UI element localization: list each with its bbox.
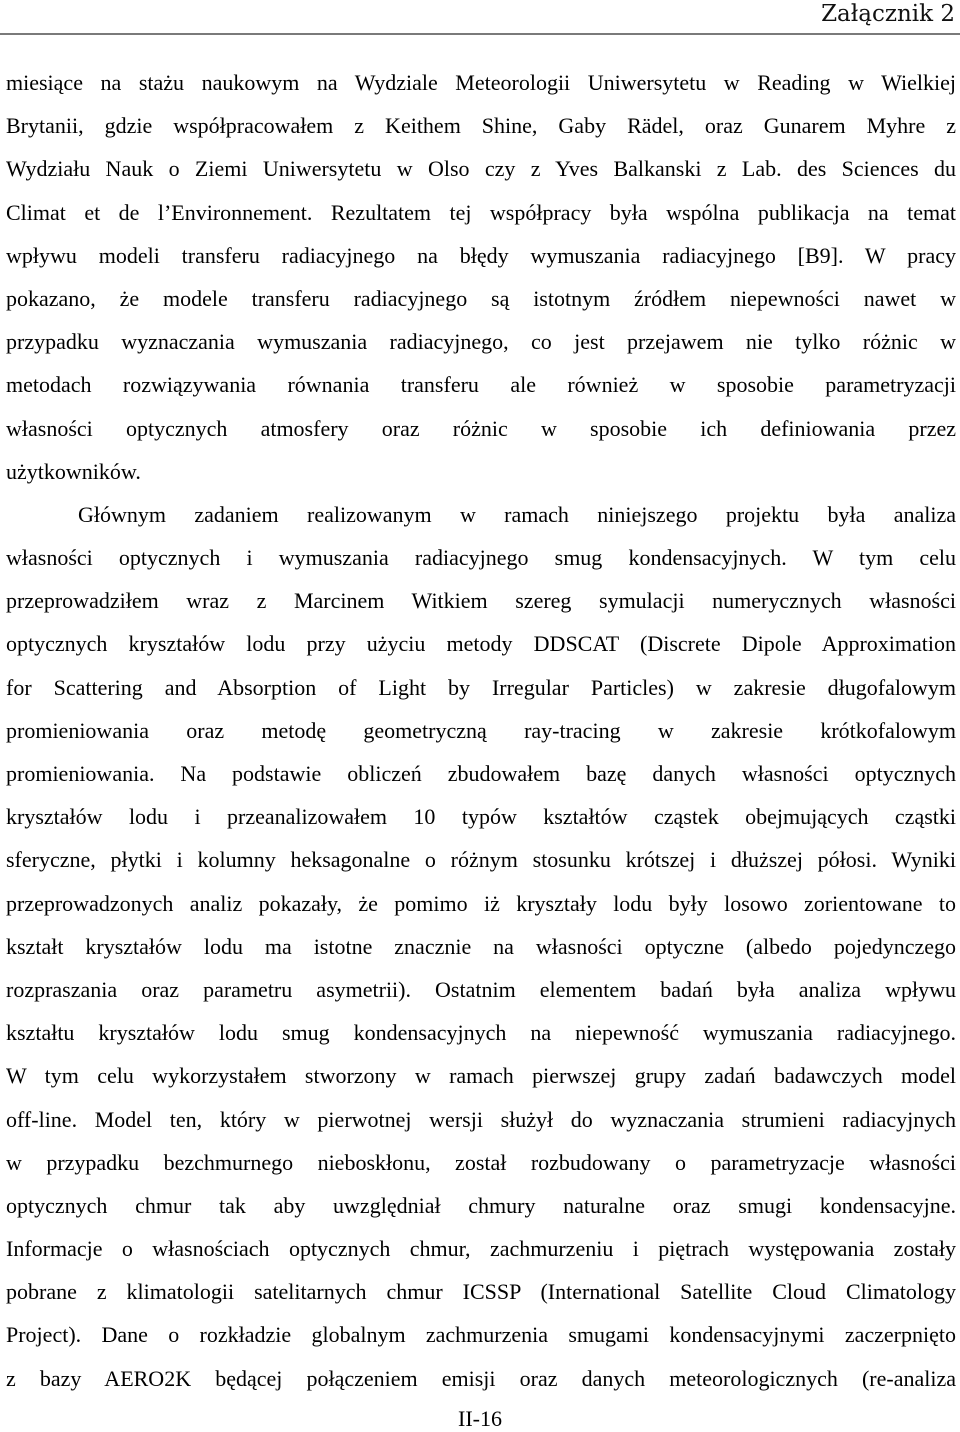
text-line: wpływu modeli transferu radiacyjnego na błędy wymuszania radiacyjnego [B9]. W pracy xyxy=(6,242,956,268)
text-line: własności optycznych i wymuszania radiacyjnego smug kondensacyjnych. W tym celu xyxy=(6,545,956,571)
appendix-label: Załącznik 2 xyxy=(821,1,955,27)
text-line: kształt kryształów lodu ma istotne znacznie na własności optyczne (albedo pojedynczego xyxy=(6,933,956,959)
text-line: z bazy AERO2K będącej połączeniem emisji oraz danych meteorologicznych (re-analiza xyxy=(6,1365,956,1391)
text-line: metodach rozwiązywania równania transferu ale również w sposobie parametryzacji xyxy=(6,372,956,398)
text-line: Project). Dane o rozkładzie globalnym zachmurzenia smugami kondensacyjnymi zaczerpnięto xyxy=(6,1322,956,1348)
text-line: rozpraszania oraz parametru asymetrii). Ostatnim elementem badań była analiza wpływu xyxy=(6,976,956,1002)
text-line: w przypadku bezchmurnego nieboskłonu, został rozbudowany o parametryzacje własności xyxy=(6,1149,956,1175)
text-line: przypadku wyznaczania wymuszania radiacyjnego, co jest przejawem nie tylko różnic w xyxy=(6,329,956,355)
text-line: for Scattering and Absorption of Light by Irregular Particles) w zakresie długofalowym xyxy=(6,674,956,700)
text-line: własności optycznych atmosfery oraz różnic w sposobie ich definiowania przez xyxy=(6,415,956,441)
text-line: przeprowadziłem wraz z Marcinem Witkiem szereg symulacji numerycznych własności xyxy=(6,588,956,614)
page-number: II-16 xyxy=(458,1406,502,1431)
text-line: optycznych chmur tak aby uwzględniał chmury naturalne oraz smugi kondensacyjne. xyxy=(6,1192,956,1218)
text-line: miesiące na stażu naukowym na Wydziale Meteorologii Uniwersytetu w Reading w Wielkiej xyxy=(6,70,956,95)
text-line: promieniowania oraz metodę geometryczną ray-tracing w zakresie krótkofalowym xyxy=(6,717,956,743)
text-line: Informacje o własnościach optycznych chmur, zachmurzeniu i piętrach występowania zostały xyxy=(6,1236,956,1262)
text-line: kształtu kryształów lodu smug kondensacyjnych na niepewność wymuszania radiacyjnego. xyxy=(6,1020,956,1046)
text-line: Brytanii, gdzie współpracowałem z Keithem Shine, Gaby Rädel, oraz Gunarem Myhre z xyxy=(6,113,956,139)
text-line: Climat et de l’Environnement. Rezultatem tej współpracy była wspólna publikacja na temat xyxy=(6,199,956,225)
text-line: Wydziału Nauk o Ziemi Uniwersytetu w Olso czy z Yves Balkanski z Lab. des Sciences du xyxy=(6,156,956,182)
document-body xyxy=(6,61,956,1400)
text-line: pokazano, że modele transferu radiacyjnego są istotnym źródłem niepewności nawet w xyxy=(6,285,956,311)
text-line: W tym celu wykorzystałem stworzony w ramach pierwszej grupy zadań badawczych model xyxy=(6,1063,956,1089)
text-line: kryształów lodu i przeanalizowałem 10 typów kształtów cząstek obejmujących cząstki xyxy=(6,804,956,830)
text-line: przeprowadzonych analiz pokazały, że pomimo iż kryształy lodu były losowo zorientowane to xyxy=(6,890,956,916)
header-rule xyxy=(0,33,960,35)
text-line: Głównym zadaniem realizowanym w ramach niniejszego projektu była analiza xyxy=(78,501,956,527)
text-line: off-line. Model ten, który w pierwotnej wersji służył do wyznaczania strumieni radiacyjnych xyxy=(6,1106,956,1132)
text-line: optycznych kryształów lodu przy użyciu metody DDSCAT (Discrete Dipole Approximation xyxy=(6,631,956,657)
text-line: promieniowania. Na podstawie obliczeń zbudowałem bazę danych własności optycznych xyxy=(6,761,956,786)
paragraph xyxy=(6,61,956,493)
text-line: pobrane z klimatologii satelitarnych chmur ICSSP (International Satellite Cloud Climatology xyxy=(6,1279,956,1305)
text-line: sferyczne, płytki i kolumny heksagonalne o różnym stosunku krótszej i dłuższej półosi. Wyniki xyxy=(6,847,956,873)
page-header xyxy=(0,0,960,34)
paragraph xyxy=(6,493,956,1400)
text-line: użytkowników. xyxy=(6,458,141,484)
